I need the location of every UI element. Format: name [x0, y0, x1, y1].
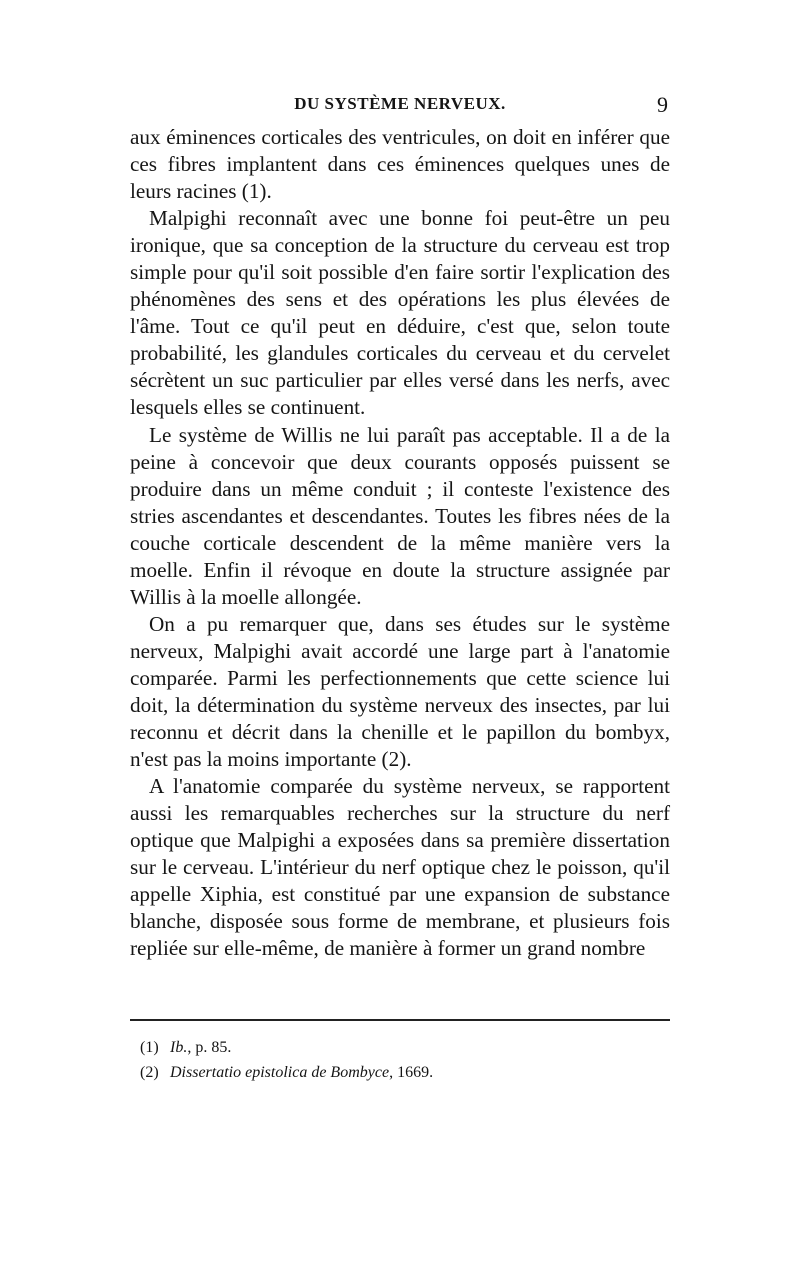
- footnote-ref: (2): [140, 1064, 159, 1081]
- paragraph: A l'anatomie comparée du système nerveux, se rapportent aussi les remarquables recherches sur la structure du nerf optique que Malpighi a exposées dans sa première dissertation sur le cerveau. L'intérieur du nerf optique chez le poisson, qu'il appelle Xiphia, est constitué par une expansion de substance blanche, disposée sous forme de membrane, et plusieurs fois repliée sur elle-même, de manière à former un grand nombre: [130, 774, 670, 961]
- page-number: 9: [657, 92, 668, 117]
- footnote-ref: (1): [140, 1039, 159, 1056]
- footnotes: [140, 1035, 670, 1085]
- footnote-text: , p. 85.: [187, 1039, 232, 1056]
- paragraph: Le système de Willis ne lui paraît pas acceptable. Il a de la peine à concevoir que deux courants opposés puissent se produire dans un même conduit ; il conteste l'existence des stries ascendantes et descendantes. Toutes les fibres nées de la couche corticale descendent de la même manière vers la moelle. Enfin il révoque en doute la structure assignée par Willis à la moelle allongée.: [130, 422, 670, 609]
- footnote-source: Dissertatio epistolica de Bombyce: [170, 1064, 390, 1081]
- footnote-text: , 1669.: [389, 1064, 434, 1081]
- running-title: DU SYSTÈME NERVEUX.: [294, 94, 506, 113]
- body-text: [130, 124, 670, 962]
- footnote-source: Ib.: [170, 1039, 188, 1056]
- running-head: [130, 92, 670, 118]
- footnote-divider: [130, 1019, 670, 1021]
- paragraph: On a pu remarquer que, dans ses études sur le système nerveux, Malpighi avait accordé une large part à l'anatomie comparée. Parmi les perfectionnements que cette science lui doit, la détermination du système nerveux des insectes, par lui reconnu et décrit dans la chenille et le papillon du bombyx, n'est pas la moins importante (2).: [130, 611, 670, 772]
- footnote: [140, 1060, 670, 1085]
- paragraph: Malpighi reconnaît avec une bonne foi peut-être un peu ironique, que sa conception de la structure du cerveau est trop simple pour qu'il soit possible d'en faire sortir l'explication des phénomènes des sens et des opérations les plus élevées de l'âme. Tout ce qu'il peut en déduire, c'est que, selon toute probabilité, les glandules corticales du cerveau et du cervelet sécrètent un suc particulier par elles versé dans les nerfs, avec lesquels elles se continuent.: [130, 206, 670, 420]
- paragraph: aux éminences corticales des ventricules, on doit en inférer que ces fibres implantent dans ces éminences quelques unes de leurs racines (1).: [130, 125, 670, 204]
- footnote: [140, 1035, 670, 1060]
